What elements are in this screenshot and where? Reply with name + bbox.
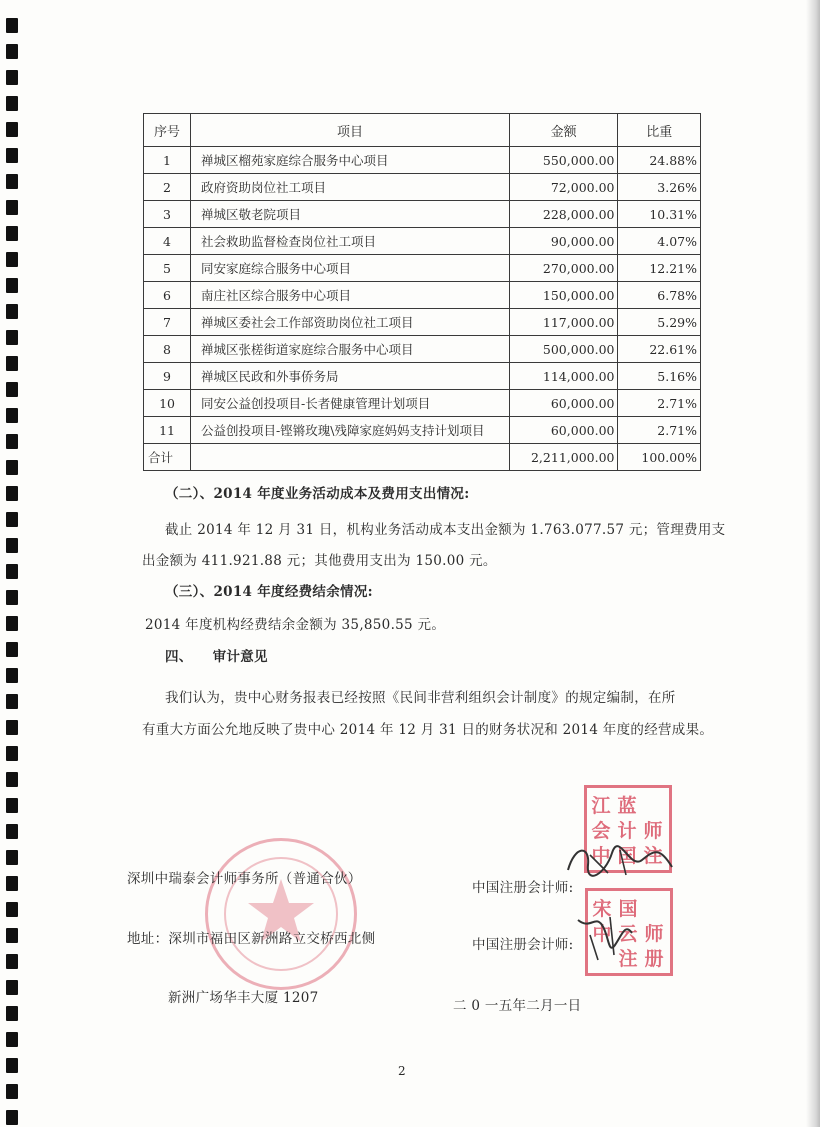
binding-hole [6,304,18,319]
row-name: 同安公益创投项目-长者健康管理计划项目 [191,390,510,417]
row-ratio: 22.61% [618,336,701,363]
binding-hole [6,408,18,423]
binding-hole [6,1084,18,1099]
stamp-char: 宋 [592,898,612,920]
stamp-char: 师 [643,820,663,842]
section-3-body: 2014 年度机构经费结余金额为 35,850.55 元。 [145,617,446,633]
row-amount: 60,000.00 [509,417,618,444]
row-ratio: 2.71% [618,417,701,444]
row-no: 6 [144,282,191,309]
binding-hole [6,1110,18,1125]
binding-hole [6,538,18,553]
row-no: 5 [144,255,191,282]
binding-hole [6,486,18,501]
total-ratio: 100.00% [618,444,701,471]
binding-hole [6,824,18,839]
binding-hole [6,382,18,397]
row-no: 8 [144,336,191,363]
table-row [144,147,701,174]
header-amount: 金额 [509,114,618,147]
row-name: 政府资助岗位社工项目 [191,174,510,201]
report-date: 二 0 一五年二月一日 [453,998,582,1014]
row-ratio: 3.26% [618,174,701,201]
firm-address-line2: 新洲广场华丰大厦 1207 [168,990,319,1006]
header-ratio: 比重 [618,114,701,147]
row-amount: 270,000.00 [509,255,618,282]
binding-hole [6,850,18,865]
stamp-char: 云 [618,923,638,945]
row-name: 社会救助监督检查岗位社工项目 [191,228,510,255]
stamp-char: 国 [617,845,637,867]
binding-hole [6,70,18,85]
binding-hole [6,902,18,917]
signature-2 [570,905,640,965]
binding-hole [6,96,18,111]
row-amount: 500,000.00 [509,336,618,363]
row-no: 2 [144,174,191,201]
binding-hole [6,278,18,293]
stamp-char: 蓝 [617,795,637,817]
row-ratio: 2.71% [618,390,701,417]
section-3-title: （三）、2014 年度经费结余情况: [165,584,373,600]
row-ratio: 10.31% [618,201,701,228]
spiral-binding [0,0,28,1127]
table-row [144,417,701,444]
section-2-body-line2: 出金额为 411.921.88 元；其他费用支出为 150.00 元。 [142,553,497,569]
total-amount: 2,211,000.00 [509,444,618,471]
stamp-char: 中 [591,845,611,867]
binding-hole [6,954,18,969]
binding-hole [6,668,18,683]
seal-star-icon [208,841,354,987]
binding-hole [6,330,18,345]
binding-hole [6,44,18,59]
row-name: 禅城区民政和外事侨务局 [191,363,510,390]
binding-hole [6,1032,18,1047]
stamp-char: 计 [617,820,637,842]
table-row [144,255,701,282]
stamp-char: 国 [618,898,638,920]
stamp-char: 师 [644,923,664,945]
table-row [144,363,701,390]
row-ratio: 5.29% [618,309,701,336]
row-no: 10 [144,390,191,417]
binding-hole [6,18,18,33]
binding-hole [6,122,18,137]
firm-address-line1: 地址：深圳市福田区新洲路立交桥西北侧 [127,931,376,947]
section-2-body-line1: 截止 2014 年 12 月 31 日，机构业务活动成本支出金额为 1.763.077.57 元；管理费用支 [165,522,726,538]
page-number: 2 [398,1064,406,1078]
section-4-body-line1: 我们认为，贵中心财务报表已经按照《民间非营利组织会计制度》的规定编制，在所 [165,690,676,706]
page-edge-shadow [806,0,820,1127]
firm-round-seal [205,838,357,990]
firm-name: 深圳中瑞泰会计师事务所（普通合伙） [127,871,362,887]
section-4-body-line2: 有重大方面公允地反映了贵中心 2014 年 12 月 31 日的财务状况和 2014 年度的经营成果。 [142,722,714,738]
project-amount-table [143,113,701,471]
stamp-char: 册 [644,948,664,970]
row-name: 同安家庭综合服务中心项目 [191,255,510,282]
binding-hole [6,1006,18,1021]
row-no: 4 [144,228,191,255]
row-amount: 72,000.00 [509,174,618,201]
total-label: 合计 [144,444,191,471]
row-amount: 117,000.00 [509,309,618,336]
binding-hole [6,772,18,787]
row-amount: 228,000.00 [509,201,618,228]
row-ratio: 6.78% [618,282,701,309]
row-no: 11 [144,417,191,444]
binding-hole [6,590,18,605]
row-name: 公益创投项目-铿锵玫瑰\残障家庭妈妈支持计划项目 [191,417,510,444]
row-name: 南庄社区综合服务中心项目 [191,282,510,309]
binding-hole [6,460,18,475]
row-no: 7 [144,309,191,336]
table-row [144,174,701,201]
table-row [144,390,701,417]
binding-hole [6,694,18,709]
binding-hole [6,642,18,657]
binding-hole [6,512,18,527]
table-row [144,282,701,309]
header-name: 项目 [191,114,510,147]
table-row [144,309,701,336]
binding-hole [6,980,18,995]
binding-hole [6,226,18,241]
table-row [144,201,701,228]
section-2-title: （二）、2014 年度业务活动成本及费用支出情况: [165,486,470,502]
row-amount: 60,000.00 [509,390,618,417]
stamp-char: 注 [643,845,663,867]
row-name: 禅城区委社会工作部资助岗位社工项目 [191,309,510,336]
binding-hole [6,434,18,449]
table-total-row [144,444,701,471]
row-no: 9 [144,363,191,390]
binding-hole [6,200,18,215]
stamp-char: 江 [591,795,611,817]
row-name: 禅城区敬老院项目 [191,201,510,228]
row-name: 禅城区榴苑家庭综合服务中心项目 [191,147,510,174]
binding-hole [6,876,18,891]
binding-hole [6,798,18,813]
binding-hole [6,148,18,163]
row-no: 3 [144,201,191,228]
stamp-char: 会 [591,820,611,842]
binding-hole [6,720,18,735]
row-name: 禅城区张槎街道家庭综合服务中心项目 [191,336,510,363]
row-amount: 90,000.00 [509,228,618,255]
table-header-row [144,114,701,147]
row-ratio: 4.07% [618,228,701,255]
row-ratio: 12.21% [618,255,701,282]
binding-hole [6,616,18,631]
row-amount: 150,000.00 [509,282,618,309]
stamp-char: 中 [592,923,612,945]
binding-hole [6,356,18,371]
header-no: 序号 [144,114,191,147]
signature-1 [560,835,680,885]
binding-hole [6,746,18,761]
table-row [144,228,701,255]
row-ratio: 5.16% [618,363,701,390]
total-empty-cell [191,444,510,471]
section-4-title: 四、 审计意见 [165,649,268,665]
row-no: 1 [144,147,191,174]
binding-hole [6,174,18,189]
cpa-label-1: 中国注册会计师: [472,880,574,896]
table-row [144,336,701,363]
row-amount: 114,000.00 [509,363,618,390]
binding-hole [6,1058,18,1073]
binding-hole [6,564,18,579]
stamp-char: 注 [618,948,638,970]
row-amount: 550,000.00 [509,147,618,174]
binding-hole [6,928,18,943]
binding-hole [6,252,18,267]
cpa-label-2: 中国注册会计师: [472,937,574,953]
row-ratio: 24.88% [618,147,701,174]
